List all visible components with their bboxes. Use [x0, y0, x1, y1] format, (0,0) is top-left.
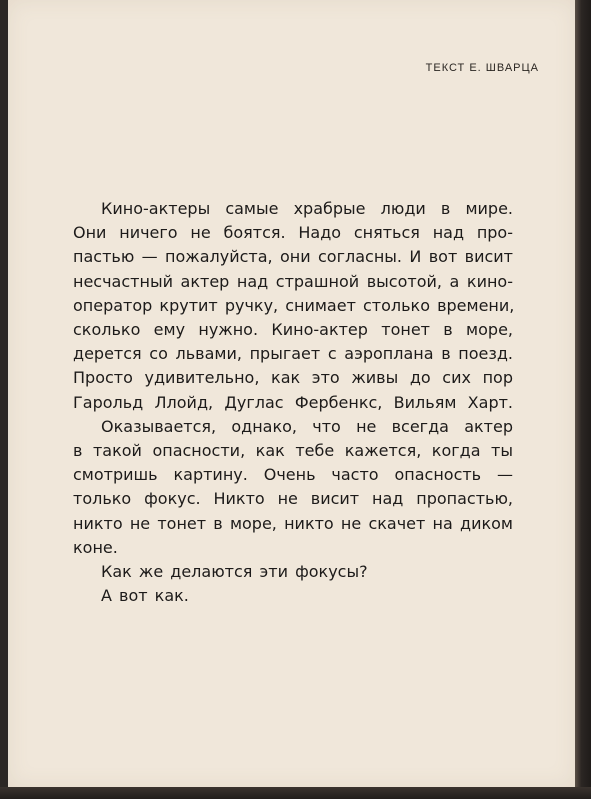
running-head: ТЕКСТ Е. ШВАРЦА [425, 62, 539, 74]
text-line: Как же делаются эти фокусы? [101, 562, 368, 582]
text-line: Гарольд Ллойд, Дуглас Фербенкс, Вильям Харт. [73, 392, 513, 412]
scan-right-edge [575, 0, 591, 799]
text-line: пастью — пожалуйста, они согласны. И вот висит [73, 247, 513, 267]
text-line: оператор крутит ручку, снимает столько времени, [73, 295, 515, 315]
text-line: только фокус. Никто не висит над пропастью, [73, 489, 513, 509]
text-line: дерется со львами, прыгает с аэроплана в поезд. [73, 344, 513, 364]
text-line: смотришь картину. Очень часто опасность — [73, 465, 513, 485]
text-line: никто не тонет в море, никто не скачет на диком [73, 513, 513, 533]
text-line: в такой опасности, как тебе кажется, когда ты [73, 441, 513, 461]
body-text [73, 197, 513, 608]
text-line: Просто удивительно, как это живы до сих пор [73, 368, 513, 388]
page [8, 0, 575, 787]
text-line: коне. [73, 537, 118, 557]
text-line: Оказывается, однако, что не всегда актер [101, 416, 513, 436]
text-line: несчастный актер над страшной высотой, а кино- [73, 271, 513, 291]
text-line: А вот как. [101, 586, 189, 606]
text-line: Кино-актеры самые храбрые люди в мире. [101, 199, 513, 218]
text-line: Они ничего не боятся. Надо сняться над про- [73, 223, 513, 243]
scan-bottom-edge [0, 787, 591, 799]
text-line: сколько ему нужно. Кино-актер тонет в море, [73, 320, 513, 340]
